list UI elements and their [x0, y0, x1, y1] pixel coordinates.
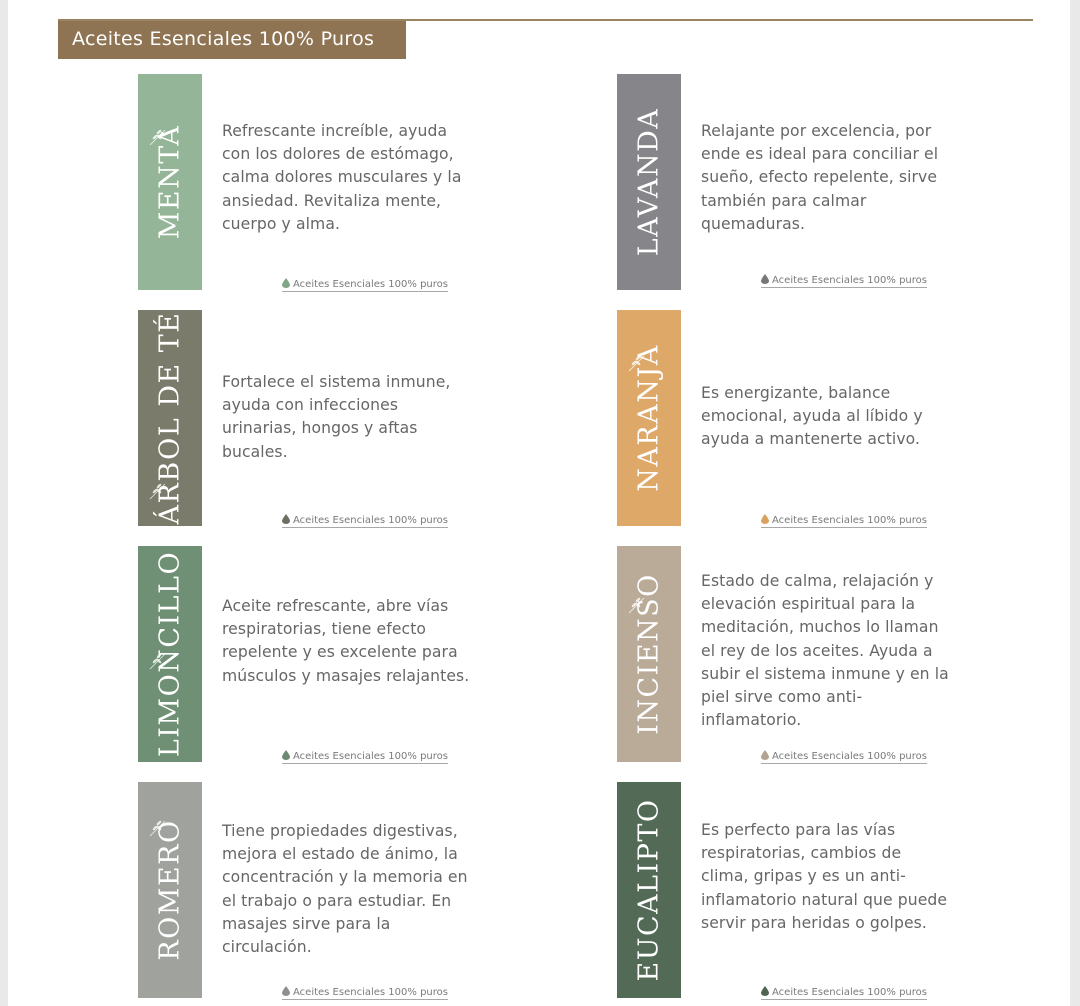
drop-icon [282, 986, 290, 996]
oil-card-limoncillo [138, 546, 468, 764]
oil-description: Es perfecto para las vías respiratorias, cambios de clima, gripas y es un anti-inflamatorio natural que puede servir para heridas o golpes. [701, 821, 948, 932]
oil-spine-naranja [617, 310, 681, 526]
oil-card-lavanda [617, 74, 947, 292]
oil-footer [761, 514, 927, 528]
oil-description: Aceite refrescante, abre vías respiratorias, tiene efecto repelente y es excelente para músculos y masajes relajantes. [222, 597, 470, 685]
drop-icon [761, 274, 769, 284]
oil-description: Relajante por excelencia, por ende es ideal para conciliar el sueño, efecto repelente, sirve también para calmar quemaduras. [701, 122, 939, 233]
oil-name: MENTA [154, 124, 186, 240]
oil-footer [761, 986, 927, 1000]
drop-icon [282, 278, 290, 288]
oil-footer [282, 750, 448, 764]
oil-name: LIMONCILLO [154, 550, 186, 758]
drop-icon [761, 750, 769, 760]
oil-description: Estado de calma, relajación y elevación espiritual para la meditación, muchos lo llaman el rey de los aceites. Ayuda a subir el sistema inmune y en la piel sirve como anti-inflamatorio. [701, 572, 949, 730]
oil-footer [282, 514, 448, 528]
oil-footer [282, 986, 448, 1000]
oil-description: Fortalece el sistema inmune, ayuda con infecciones urinarias, hongos y aftas bucales. [222, 373, 451, 461]
oil-footer [282, 278, 448, 292]
drop-icon [761, 514, 769, 524]
oil-card-romero [138, 782, 468, 1000]
footer-label: Aceites Esenciales 100% puros [772, 751, 927, 762]
oil-spine-limoncillo [138, 546, 202, 762]
oil-card-arbol-de-te [138, 310, 468, 528]
oil-description: Tiene propiedades digestivas, mejora el estado de ánimo, la concentración y la memoria en el trabajo o para estudiar. En masajes sirve para la circulación. [222, 822, 468, 957]
oil-spine-eucalipto [617, 782, 681, 998]
catalog-page [8, 0, 1070, 1006]
oil-name: EUCALIPTO [633, 798, 665, 982]
footer-label: Aceites Esenciales 100% puros [293, 515, 448, 526]
oil-card-menta [138, 74, 468, 292]
oil-name: NARANJA [633, 344, 665, 492]
oil-spine-lavanda [617, 74, 681, 290]
footer-label: Aceites Esenciales 100% puros [772, 515, 927, 526]
footer-label: Aceites Esenciales 100% puros [772, 275, 927, 286]
oil-spine-incienso [617, 546, 681, 762]
oil-description: Refrescante increíble, ayuda con los dolores de estómago, calma dolores musculares y la ansiedad. Revitaliza mente, cuerpo y alma. [222, 122, 462, 233]
oil-spine-romero [138, 782, 202, 998]
footer-label: Aceites Esenciales 100% puros [293, 751, 448, 762]
page-title: Aceites Esenciales 100% Puros [58, 21, 406, 59]
footer-label: Aceites Esenciales 100% puros [293, 279, 448, 290]
oil-footer [761, 750, 927, 764]
footer-label: Aceites Esenciales 100% puros [293, 987, 448, 998]
oil-spine-menta [138, 74, 202, 290]
oil-description: Es energizante, balance emocional, ayuda al líbido y ayuda a mantenerte activo. [701, 384, 923, 449]
drop-icon [761, 986, 769, 996]
drop-icon [282, 514, 290, 524]
oil-name: INCIENSO [633, 573, 665, 735]
oil-name: ROMERO [154, 819, 186, 961]
oil-name: LAVANDA [633, 107, 665, 257]
oil-spine-arbol-de-te [138, 310, 202, 526]
oil-footer [761, 274, 927, 288]
footer-label: Aceites Esenciales 100% puros [772, 987, 927, 998]
oil-name: ÁRBOL DE TÉ [154, 311, 186, 525]
oil-card-eucalipto [617, 782, 947, 1000]
oil-card-naranja [617, 310, 947, 528]
oil-card-incienso [617, 546, 947, 764]
drop-icon [282, 750, 290, 760]
